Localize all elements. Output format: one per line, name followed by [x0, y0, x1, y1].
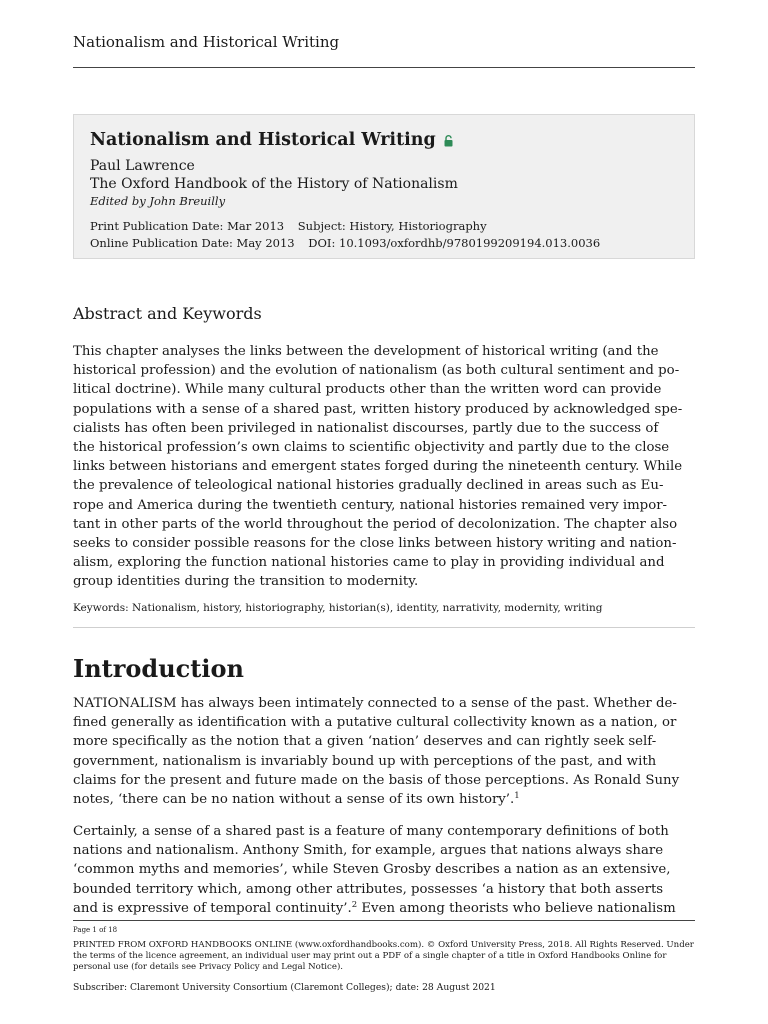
abstract-line: This chapter analyses the links between the development of historical writing (and the	[73, 344, 659, 359]
chapter-metadata-box	[73, 114, 695, 259]
online-publication-line	[90, 235, 678, 252]
paragraph-line: ‘common myths and memories’, while Steven Grosby describes a nation as an extensive,	[73, 862, 671, 878]
doi-label: DOI:	[308, 236, 336, 250]
introduction-heading: Introduction	[73, 654, 244, 683]
open-access-lock-icon	[444, 131, 453, 153]
author-name: Paul Lawrence	[90, 158, 195, 174]
paragraph-line: more specifically as the notion that a given ‘nation’ deserves and can rightly seek self-	[73, 734, 657, 750]
abstract-line: cialists has often been privileged in nationalist discourses, partly due to the success of	[73, 420, 659, 436]
online-pub-date: May 2013	[236, 236, 295, 250]
abstract-line: rope and America during the twentieth century, national histories remained very impor-	[73, 497, 668, 513]
subject-label: Subject:	[297, 219, 346, 233]
paragraph-text: and is expressive of temporal continuity’.	[73, 900, 352, 916]
paragraph-line: NATIONALISM has always been intimately connected to a sense of the past. Whether de-	[73, 696, 677, 711]
print-publication-line	[90, 218, 678, 235]
paragraph-line: claims for the present and future made on the basis of those perceptions. As Ronald Suny	[73, 772, 680, 788]
publication-info	[90, 218, 678, 252]
chapter-title: Nationalism and Historical Writing	[90, 130, 436, 150]
abstract-line: links between historians and emergent states forged during the nineteenth century. While	[73, 459, 683, 475]
intro-paragraph-2	[73, 822, 697, 918]
subscriber-line: Subscriber: Claremont University Consortium (Claremont Colleges); date: 28 August 2021	[73, 982, 496, 993]
editor-credit: Edited by John Breuilly	[90, 194, 226, 208]
keywords-line: Keywords: Nationalism, history, historiography, historian(s), identity, narrativity, modernity, writing	[73, 602, 603, 614]
paragraph-text: notes, ‘there can be no nation without a sense of its own history’.	[73, 792, 515, 808]
abstract-line: populations with a sense of a shared past, written history produced by acknowledged spe-	[73, 401, 683, 417]
footer-divider	[73, 920, 695, 921]
paragraph-line: Certainly, a sense of a shared past is a feature of many contemporary definitions of both	[73, 824, 669, 839]
paragraph-line	[73, 899, 697, 918]
keywords-divider	[73, 627, 695, 628]
abstract-line: alism, exploring the function national histories came to play in providing individual and	[73, 555, 665, 571]
print-pub-date: Mar 2013	[227, 219, 285, 233]
print-pub-label: Print Publication Date:	[90, 219, 224, 233]
page-number: Page 1 of 18	[73, 926, 118, 934]
running-head: Nationalism and Historical Writing	[73, 33, 340, 51]
footnote-ref-1[interactable]: 1	[514, 791, 520, 802]
online-pub-label: Online Publication Date:	[90, 236, 233, 250]
paragraph-line: bounded territory which, among other attributes, possesses ‘a history that both asserts	[73, 881, 664, 897]
paragraph-line: nations and nationalism. Anthony Smith, for example, argues that nations always share	[73, 843, 664, 859]
abstract-line: historical profession) and the evolution of nationalism (as both cultural sentiment and po-	[73, 363, 680, 379]
doi-value[interactable]: 10.1093/oxfordhb/9780199209194.013.0036	[339, 236, 601, 250]
abstract-line: litical doctrine). While many cultural products other than the written word can provide	[73, 382, 662, 398]
abstract-heading: Abstract and Keywords	[73, 304, 262, 323]
paragraph-text: Even among theorists who believe nationalism	[357, 900, 676, 916]
abstract-line: group identities during the transition to modernity.	[73, 574, 419, 590]
abstract-line: the prevalence of teleological national histories gradually declined in areas such as Eu-	[73, 478, 664, 494]
paragraph-line	[73, 790, 697, 809]
abstract-text	[73, 342, 697, 592]
paragraph-line: fined generally as identification with a putative cultural collectivity known as a nation, or	[73, 715, 677, 731]
abstract-line: seeks to consider possible reasons for the close links between history writing and nation-	[73, 536, 677, 552]
book-title: The Oxford Handbook of the History of Nationalism	[90, 176, 458, 192]
paragraph-line: government, nationalism is invariably bound up with perceptions of the past, and with	[73, 753, 657, 769]
abstract-line: the historical profession’s own claims to scientific objectivity and partly due to the close	[73, 440, 670, 456]
print-notice: PRINTED FROM OXFORD HANDBOOKS ONLINE (www.oxfordhandbooks.com). © Oxford University Press, 2018. All Rights Reserved. Under the terms of the licence agreement, an individual user may print out a PDF of a single chapter of a title in Oxford Handbooks Online for personal use (for details see Privacy Policy and Legal Notice).	[73, 940, 694, 972]
footnote-ref-2[interactable]: 2	[351, 899, 358, 910]
abstract-line: tant in other parts of the world throughout the period of decolonization. The chapter also	[73, 516, 678, 532]
subject-value: History, Historiography	[349, 219, 487, 233]
header-divider	[73, 67, 695, 68]
chapter-title-row	[90, 127, 678, 153]
intro-paragraph-1	[73, 694, 697, 809]
